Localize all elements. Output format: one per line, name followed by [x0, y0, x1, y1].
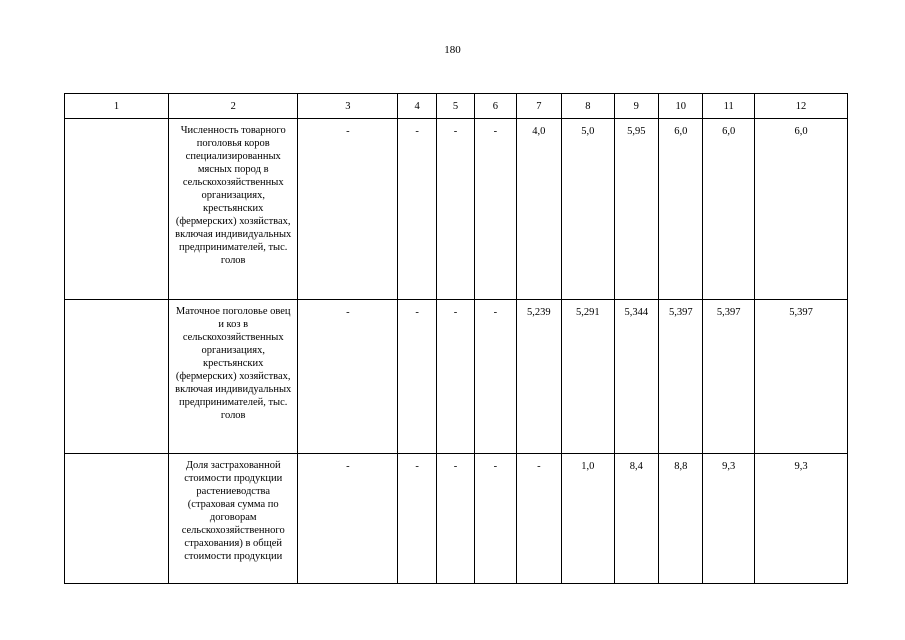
header-cell: 8 [562, 94, 615, 119]
value-cell: 9,3 [755, 454, 848, 584]
value-cell: - [436, 119, 474, 300]
header-cell: 3 [298, 94, 398, 119]
value-cell: 5,0 [562, 119, 615, 300]
value-cell: 8,4 [614, 454, 658, 584]
header-cell: 4 [398, 94, 436, 119]
header-cell: 11 [703, 94, 755, 119]
value-cell: 5,291 [562, 300, 615, 454]
header-cell: 9 [614, 94, 658, 119]
index-cell [65, 454, 169, 584]
description-cell: Доля застрахованной стоимости продукции растениеводства (страховая сумма по договорам сельскохозяйственного страхования) в общей стоимости продукции [169, 454, 298, 584]
value-cell: 6,0 [659, 119, 703, 300]
header-row [65, 94, 848, 119]
value-cell: - [516, 454, 561, 584]
value-cell: - [398, 454, 436, 584]
value-cell: - [436, 300, 474, 454]
header-cell: 10 [659, 94, 703, 119]
header-cell: 6 [475, 94, 516, 119]
header-cell: 7 [516, 94, 561, 119]
index-cell [65, 119, 169, 300]
header-cell: 1 [65, 94, 169, 119]
index-cell [65, 300, 169, 454]
page-number: 180 [444, 44, 461, 56]
value-cell: - [298, 454, 398, 584]
value-cell: - [475, 119, 516, 300]
value-cell: 6,0 [755, 119, 848, 300]
value-cell: 8,8 [659, 454, 703, 584]
value-cell: 9,3 [703, 454, 755, 584]
table-row [65, 454, 848, 584]
value-cell: 6,0 [703, 119, 755, 300]
value-cell: - [398, 300, 436, 454]
value-cell: 5,344 [614, 300, 658, 454]
header-cell: 5 [436, 94, 474, 119]
description-cell: Численность товарного поголовья коров специализированных мясных пород в сельскохозяйственных организациях, крестьянских (фермерских) хозяйствах, включая индивидуальных предпринимателей, тыс. голов [169, 119, 298, 300]
value-cell: 4,0 [516, 119, 561, 300]
value-cell: 1,0 [562, 454, 615, 584]
header-cell: 2 [169, 94, 298, 119]
value-cell: 5,397 [703, 300, 755, 454]
value-cell: 5,239 [516, 300, 561, 454]
value-cell: - [298, 119, 398, 300]
value-cell: - [475, 300, 516, 454]
value-cell: 5,95 [614, 119, 658, 300]
value-cell: - [298, 300, 398, 454]
value-cell: - [436, 454, 474, 584]
value-cell: 5,397 [755, 300, 848, 454]
value-cell: - [398, 119, 436, 300]
header-cell: 12 [755, 94, 848, 119]
value-cell: - [475, 454, 516, 584]
value-cell: 5,397 [659, 300, 703, 454]
table-row [65, 300, 848, 454]
description-cell: Маточное поголовье овец и коз в сельскохозяйственных организациях, крестьянских (фермерских) хозяйствах, включая индивидуальных предпринимателей, тыс. голов [169, 300, 298, 454]
data-table [64, 93, 848, 584]
table-row [65, 119, 848, 300]
